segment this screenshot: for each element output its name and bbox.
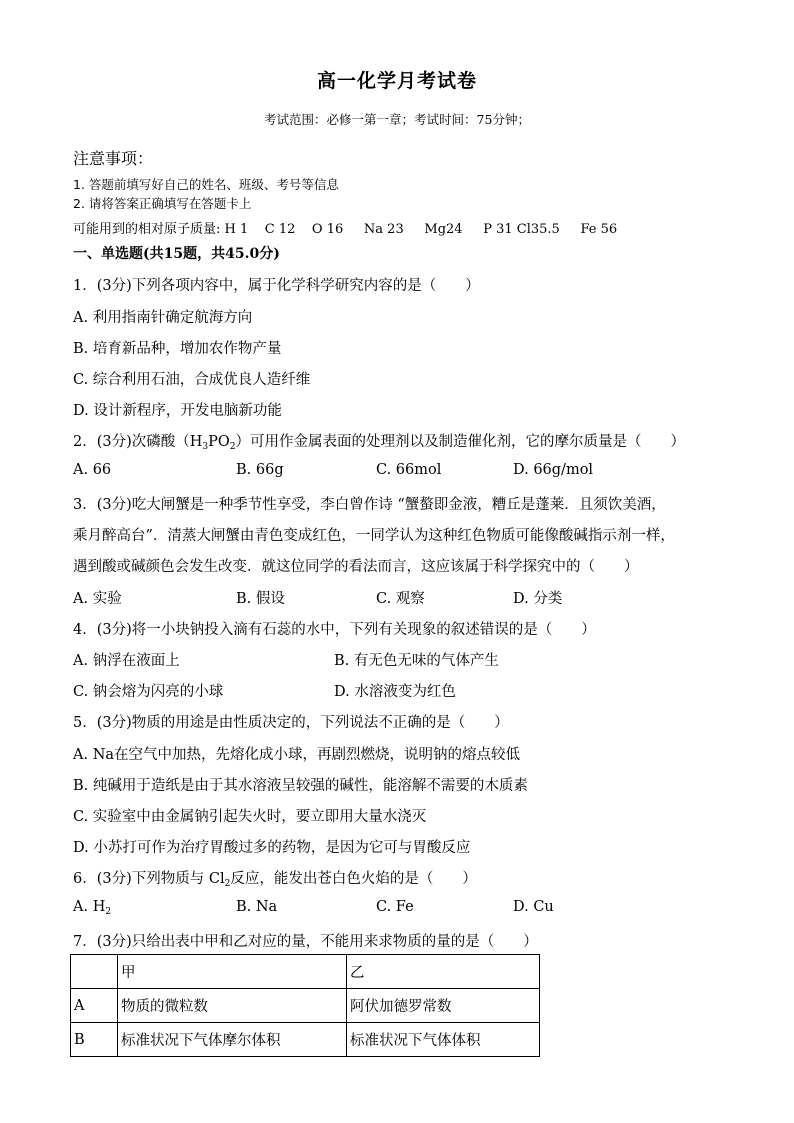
- table-cell: B: [71, 1023, 118, 1057]
- question-5-option-d: D. 小苏打可作为治疗胃酸过多的药物，是因为它可与胃酸反应: [73, 840, 471, 856]
- question-1-option-c: C. 综合利用石油，合成优良人造纤维: [73, 372, 311, 388]
- notice-list: [73, 175, 339, 213]
- table-cell: 标准状况下气体摩尔体积: [118, 1023, 347, 1057]
- question-1-option-a: A. 利用指南针确定航海方向: [73, 310, 253, 326]
- question-2-option-c: C. 66mol: [376, 462, 442, 478]
- atomic-masses: 可能用到的相对原子质量: H 1 C 12 O 16 Na 23 Mg24 P 31 Cl35.5 Fe 56: [73, 222, 618, 237]
- question-2-stem: 2．(3分)次磷酸$(H_3PO_2)$可用作金属表面的处理剂以及制造催化剂，它的摩尔质量是（ ）: [73, 434, 686, 452]
- section-title: 一、单选题(共15题，共45.0分): [73, 246, 280, 262]
- question-6-option-c: C. Fe: [376, 899, 414, 915]
- question-5-stem: 5．(3分)物质的用途是由性质决定的，下列说法不正确的是（ ）: [73, 715, 509, 731]
- question-1-option-b: B. 培育新品种，增加农作物产量: [73, 341, 282, 357]
- question-6-option-b: B. Na: [236, 899, 278, 915]
- notice-item: 1. 答题前填写好自己的姓名、班级、考号等信息: [73, 177, 339, 192]
- question-4-option-c: C. 钠会熔为闪亮的小球: [73, 684, 224, 700]
- question-2-option-a: A. 66: [73, 462, 112, 478]
- table-cell: 标准状况下气体体积: [347, 1023, 540, 1057]
- question-4-option-a: A. 钠浮在液面上: [73, 653, 180, 669]
- question-3-option-a: A. 实验: [73, 591, 122, 607]
- question-4-stem: 4．(3分)将一小块钠投入滴有石蕊的水中，下列有关现象的叙述错误的是（ ）: [73, 622, 596, 638]
- table-header-yi: 乙: [347, 955, 540, 989]
- question-1-stem: 1．(3分)下列各项内容中，属于化学科学研究内容的是（ ）: [73, 278, 480, 294]
- question-6-option-d: D. Cu: [513, 899, 554, 915]
- question-5-option-c: C. 实验室中由金属钠引起失火时，要立即用大量水浇灭: [73, 809, 427, 825]
- question-3-option-c: C. 观察: [376, 591, 425, 607]
- question-3-line: 3．(3分)吃大闸蟹是一种季节性享受，李白曾作诗 “蟹螯即金液，糟丘是蓬莱．且须饮美酒，: [73, 497, 666, 513]
- question-1-option-d: D. 设计新程序，开发电脑新功能: [73, 403, 282, 419]
- question-2-option-b: B. 66g: [236, 462, 284, 478]
- table-cell: 阿伏加德罗常数: [347, 989, 540, 1023]
- question-7-table: [70, 954, 540, 1057]
- question-4-option-d: D. 水溶液变为红色: [334, 684, 456, 700]
- table-cell: A: [71, 989, 118, 1023]
- question-3-line: 遇到酸或碱颜色会发生改变．就这位同学的看法而言，这应该属于科学探究中的（ ）: [73, 559, 639, 575]
- table-row: [71, 989, 540, 1023]
- exam-scope: 考试范围：必修一第一章；考试时间：75分钟；: [264, 112, 530, 127]
- table-row: [71, 1023, 540, 1057]
- question-6-option-a: A. $H_2$: [73, 899, 112, 917]
- table-cell: 物质的微粒数: [118, 989, 347, 1023]
- question-3-line: 乘月醉高台”．清蒸大闸蟹由青色变成红色，一同学认为这种红色物质可能像酸碱指示剂一样，: [73, 528, 675, 544]
- question-5-option-b: B. 纯碱用于造纸是由于其水溶液呈较强的碱性，能溶解不需要的木质素: [73, 778, 528, 794]
- table-header-jia: 甲: [118, 955, 347, 989]
- table-cell: [71, 955, 118, 989]
- question-7-stem: 7．(3分)只给出表中甲和乙对应的量，不能用来求物质的量的是（ ）: [73, 934, 538, 950]
- question-5-option-a: A. Na在空气中加热，先熔化成小球，再剧烈燃烧，说明钠的熔点较低: [73, 747, 521, 763]
- question-3-option-b: B. 假设: [236, 591, 285, 607]
- page-title: 高一化学月考试卷: [316, 70, 477, 92]
- question-3-option-d: D. 分类: [513, 591, 563, 607]
- notice-item: 2. 请将答案正确填写在答题卡上: [73, 196, 252, 211]
- question-2-option-d: D. 66g/mol: [513, 462, 594, 478]
- question-4-option-b: B. 有无色无味的气体产生: [334, 653, 499, 669]
- table-header-row: [71, 955, 540, 989]
- question-6-stem: 6．(3分)下列物质与 $Cl_2$反应，能发出苍白色火焰的是（ ）: [73, 871, 477, 889]
- notice-heading: 注意事项：: [73, 149, 154, 168]
